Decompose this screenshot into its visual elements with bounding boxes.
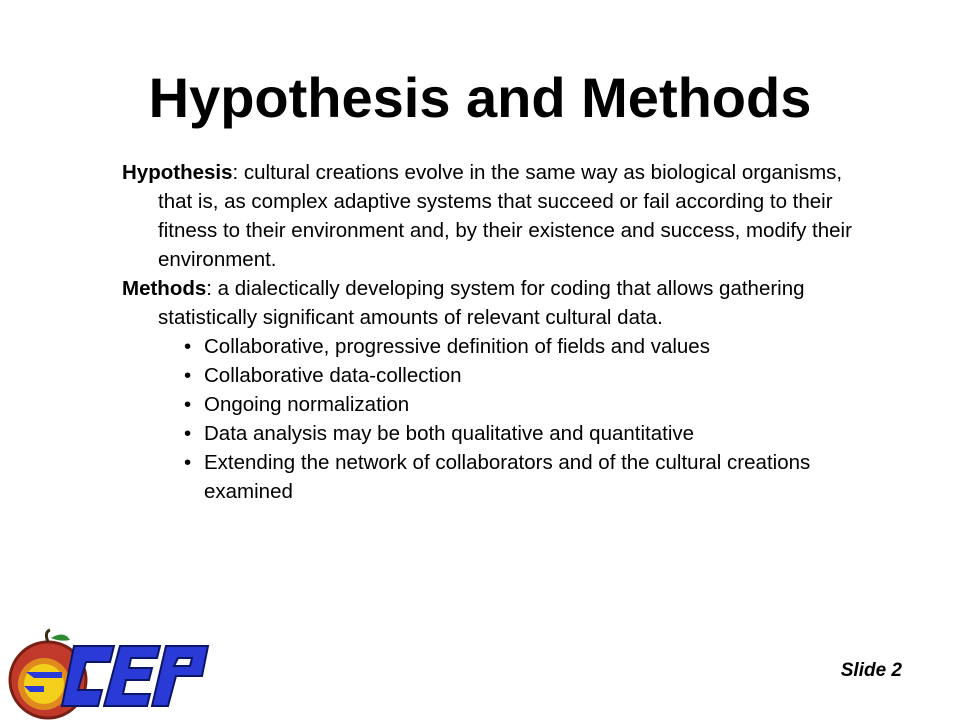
bullet-text: Collaborative data-collection — [204, 364, 462, 387]
bullet-item — [184, 361, 852, 390]
bullet-icon: • — [184, 335, 192, 358]
bullet-item — [184, 390, 852, 419]
methods-paragraph — [122, 274, 852, 332]
bullet-text: Collaborative, progressive definition of fields and values — [204, 335, 710, 358]
bullet-icon: • — [184, 451, 192, 474]
cep-logo — [4, 628, 216, 720]
methods-text: : a dialectically developing system for coding that allows gathering statistically significant amounts of relevant cultural data. — [158, 277, 805, 329]
hypothesis-paragraph — [122, 158, 852, 274]
bullet-icon: • — [184, 364, 192, 387]
slide-title: Hypothesis and Methods — [148, 66, 812, 129]
slide-number: Slide 2 — [840, 660, 902, 681]
bullet-icon: • — [184, 422, 192, 445]
bullet-text: Data analysis may be both qualitative and quantitative — [204, 422, 695, 445]
bullet-icon: • — [184, 393, 192, 416]
methods-bullet-list — [122, 332, 852, 506]
hypothesis-term: Hypothesis — [122, 161, 233, 184]
methods-term: Methods — [122, 277, 207, 300]
slide-body — [122, 158, 852, 506]
bullet-text: Ongoing normalization — [204, 393, 410, 416]
bullet-text: Extending the network of collaborators and of the cultural creations examined — [204, 451, 811, 503]
bullet-item — [184, 419, 852, 448]
bullet-item — [184, 448, 852, 506]
hypothesis-text: : cultural creations evolve in the same way as biological organisms, that is, as complex adaptive systems that succeed or fail according to their fitness to their environment and, by their existence and success, modify their environment. — [158, 161, 852, 271]
bullet-item — [184, 332, 852, 361]
